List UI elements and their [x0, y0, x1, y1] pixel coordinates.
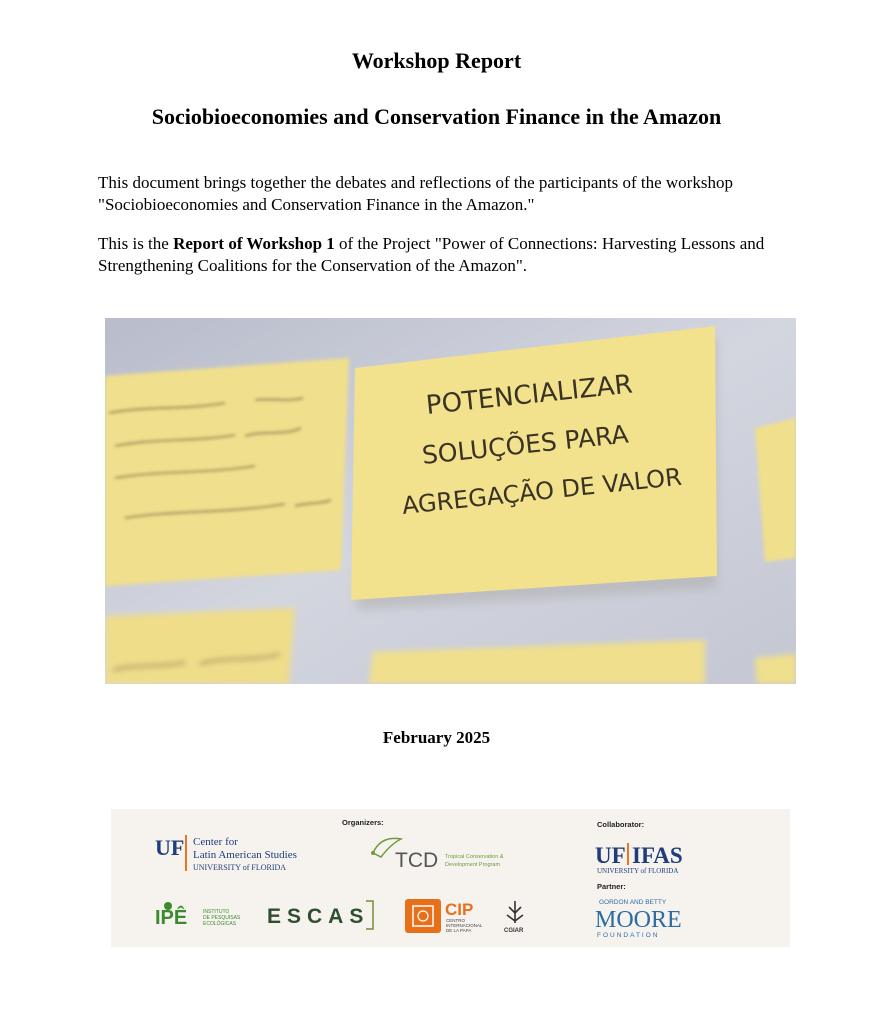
ipe-logo: [155, 902, 241, 929]
note-line-3: AGREGAÇÃO DE VALOR: [400, 462, 684, 520]
cip-line-1: CENTRO: [446, 918, 465, 923]
sticky-notes-photo: [105, 318, 796, 684]
cip-mark: CIP: [445, 900, 474, 919]
ipe-mark: IPÊ: [155, 907, 188, 929]
uf-center-line-3: UNIVERSITY of FLORIDA: [193, 863, 287, 872]
moore-line-2: FOUNDATION: [597, 932, 660, 939]
escas-logo: [267, 901, 373, 929]
paragraph-2-suffix: of the Project "Power of Connections: Harvesting Lessons and Strengthening Coalitions for the Conservation of the Amazon".: [98, 234, 765, 275]
report-title: Workshop Report: [351, 48, 522, 73]
report-date: February 2025: [382, 728, 491, 747]
intro-paragraph-1: This document brings together the debates and reflections of the participants of the workshop "Sociobioeconomies and Conservation Finance in the Amazon.": [98, 173, 733, 214]
collaborator-label: Collaborator:: [597, 820, 645, 829]
partner-label: Partner:: [597, 882, 626, 891]
left-sticky-note: [105, 358, 349, 586]
intro-paragraph-2: [98, 233, 798, 277]
uf-center-logo: [155, 835, 297, 872]
tcd-logo: [371, 838, 504, 872]
workshop-reference: Report of Workshop 1: [173, 234, 335, 253]
cip-line-3: DE LA PAPA: [446, 928, 472, 933]
cip-logo: [405, 899, 483, 933]
moore-line-1: GORDON AND BETTY: [599, 899, 667, 906]
ipe-line-1: INSTITUTO: [203, 909, 230, 915]
main-sticky-note: [351, 326, 717, 610]
note-line-1: POTENCIALIZAR: [424, 369, 634, 421]
logos-banner: [111, 809, 790, 947]
note-line-2: SOLUÇÕES PARA: [420, 419, 630, 470]
cgiar-logo: [504, 901, 524, 934]
tcd-mark: TCD: [395, 849, 439, 872]
ipe-line-3: ECOLÓGICAS: [203, 921, 237, 927]
uf-center-line-1: Center for: [193, 836, 238, 848]
uf-ifas-logo: [595, 843, 683, 875]
escas-mark: ESCAS: [267, 905, 370, 928]
cgiar-mark: CGIAR: [504, 928, 524, 934]
ifas-mark: IFAS: [632, 843, 683, 868]
tcd-line-1: Tropical Conservation &: [445, 854, 504, 860]
uf-center-line-2: Latin American Studies: [193, 849, 297, 861]
ifas-uf-mark: UF: [595, 843, 626, 868]
ifas-line: UNIVERSITY of FLORIDA: [597, 867, 679, 875]
cip-line-2: INTERNACIONAL: [446, 923, 483, 928]
organizers-label: Organizers:: [342, 818, 384, 827]
moore-foundation-logo: [595, 899, 682, 939]
tcd-line-2: Development Program: [445, 862, 501, 868]
report-subtitle: Sociobioeconomies and Conservation Finance in the Amazon: [151, 104, 722, 129]
paragraph-2-prefix: This is the: [98, 234, 174, 253]
ipe-line-2: DE PESQUISAS: [203, 915, 241, 921]
uf-mark: UF: [155, 835, 185, 860]
moore-mark: MOORE: [595, 907, 682, 933]
